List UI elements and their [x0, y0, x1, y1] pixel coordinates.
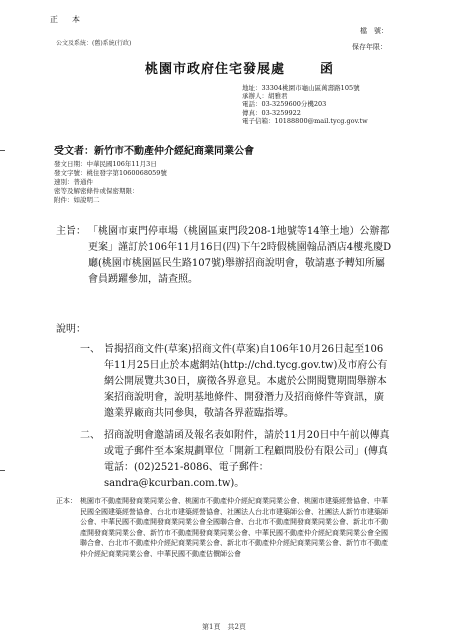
contact-person: 承辦人：胡雅君 — [242, 92, 288, 101]
subject-text: 「桃園市東門停車場（桃園區東門段208-1地號等14筆土地）公辦都更案」謹訂於106年11月16日(四)下午2時假桃園翰品酒店4樓兆慶D廳(桃園市桃園區民生路107號)舉辦招商說明會，敬請惠予轉知所屬會員踴躍參加，請查照。 — [88, 226, 392, 285]
cc-label: 正本： — [56, 497, 77, 505]
contact-block — [242, 84, 368, 125]
meta-date: 發文日期：中華民國106年11月3日 — [54, 160, 157, 168]
explanation-item-2-text: 招商說明會邀請函及報名表如附件，請於11月20日中午前以傳真或電子郵件至本案規劃單位「開新工程顧問股份有限公司」(傳真電話：(02)2521-8086、電子郵件：sandra@kcurban.com.tw)。 — [104, 430, 390, 489]
contact-address: 地址：33304桃園市龜山區萬壽路105號 — [242, 84, 360, 92]
contact-fax: 傳真：03-3259922 — [242, 108, 301, 117]
page-number: 第1頁 共2頁 — [202, 623, 246, 631]
contact-phone: 電話：03-3259600分機203 — [242, 100, 327, 109]
meta-block — [54, 160, 167, 205]
file-number-label: 檔 號： — [360, 27, 388, 35]
binding-mark-top — [0, 150, 5, 151]
binding-mark-bottom — [0, 470, 5, 471]
explanation-label: 說明： — [56, 324, 86, 335]
subject-label: 主旨： — [56, 226, 86, 237]
cc-text: 桃園市不動產開發商業同業公會、桃園市不動產仲介經紀商業同業公會、桃園市建築經營協會、中華民國全國建築經營協會、台北市建築經營協會、社團法人台北市建築師公會、社團法人新竹市建築師公會、中華民國不動產開發商業同業公會全國聯合會、台北市不動產開發商業同業公會、新北市不動產開發商業同業公會、新竹市不動產開發商業同業公會、中華民國不動產仲介經紀商業同業公會全國聯合會、台北市不動產仲介經紀商業同業公會、新北市不動產仲介經紀商業同業公會、新竹市不動產仲介經紀商業同業公會、中華民國不動產估價師公會 — [80, 497, 388, 558]
meta-speed: 速別：普通件 — [54, 178, 93, 186]
recipient-name: 新竹市不動產仲介經紀商業同業公會 — [94, 146, 254, 157]
copy-mark: 正 本 — [50, 15, 83, 24]
meta-number: 發文字號：桃住發字第1060068059號 — [54, 169, 167, 177]
explanation-item-1-text: 旨揭招商文件(草案)招商文件(草案)自106年10月26日起至106年11月25日止於本處網站(http://chd.tycg.gov.tw)及市府公有網公開展覽共30日，廣徵各界意見。本處於公開閱覽期間舉辦本案招商說明會，說明基地條件、開發潛力及招商條件等資訊，廣邀業界廠商共同參與，敬請各界蒞臨指導。 — [104, 344, 388, 419]
explanation-item-2-num: 二、 — [80, 430, 100, 441]
org-name: 桃園市政府住宅發展處 — [145, 62, 286, 77]
recipient — [54, 142, 254, 157]
explanation-item-1-num: 一、 — [80, 344, 100, 355]
doc-type: 函 — [320, 62, 335, 77]
contact-email: 電子信箱：10188800@mail.tycg.gov.tw — [242, 116, 368, 125]
left-system-note: 公文及系統：(舊)系統(行政) — [56, 40, 132, 47]
recipient-label: 受文者： — [54, 146, 94, 157]
meta-secrecy: 密等及解密條件或保密期限： — [54, 187, 139, 195]
retention-label: 保存年限： — [352, 43, 387, 51]
meta-attachment: 附件：如說明二 — [54, 196, 100, 204]
